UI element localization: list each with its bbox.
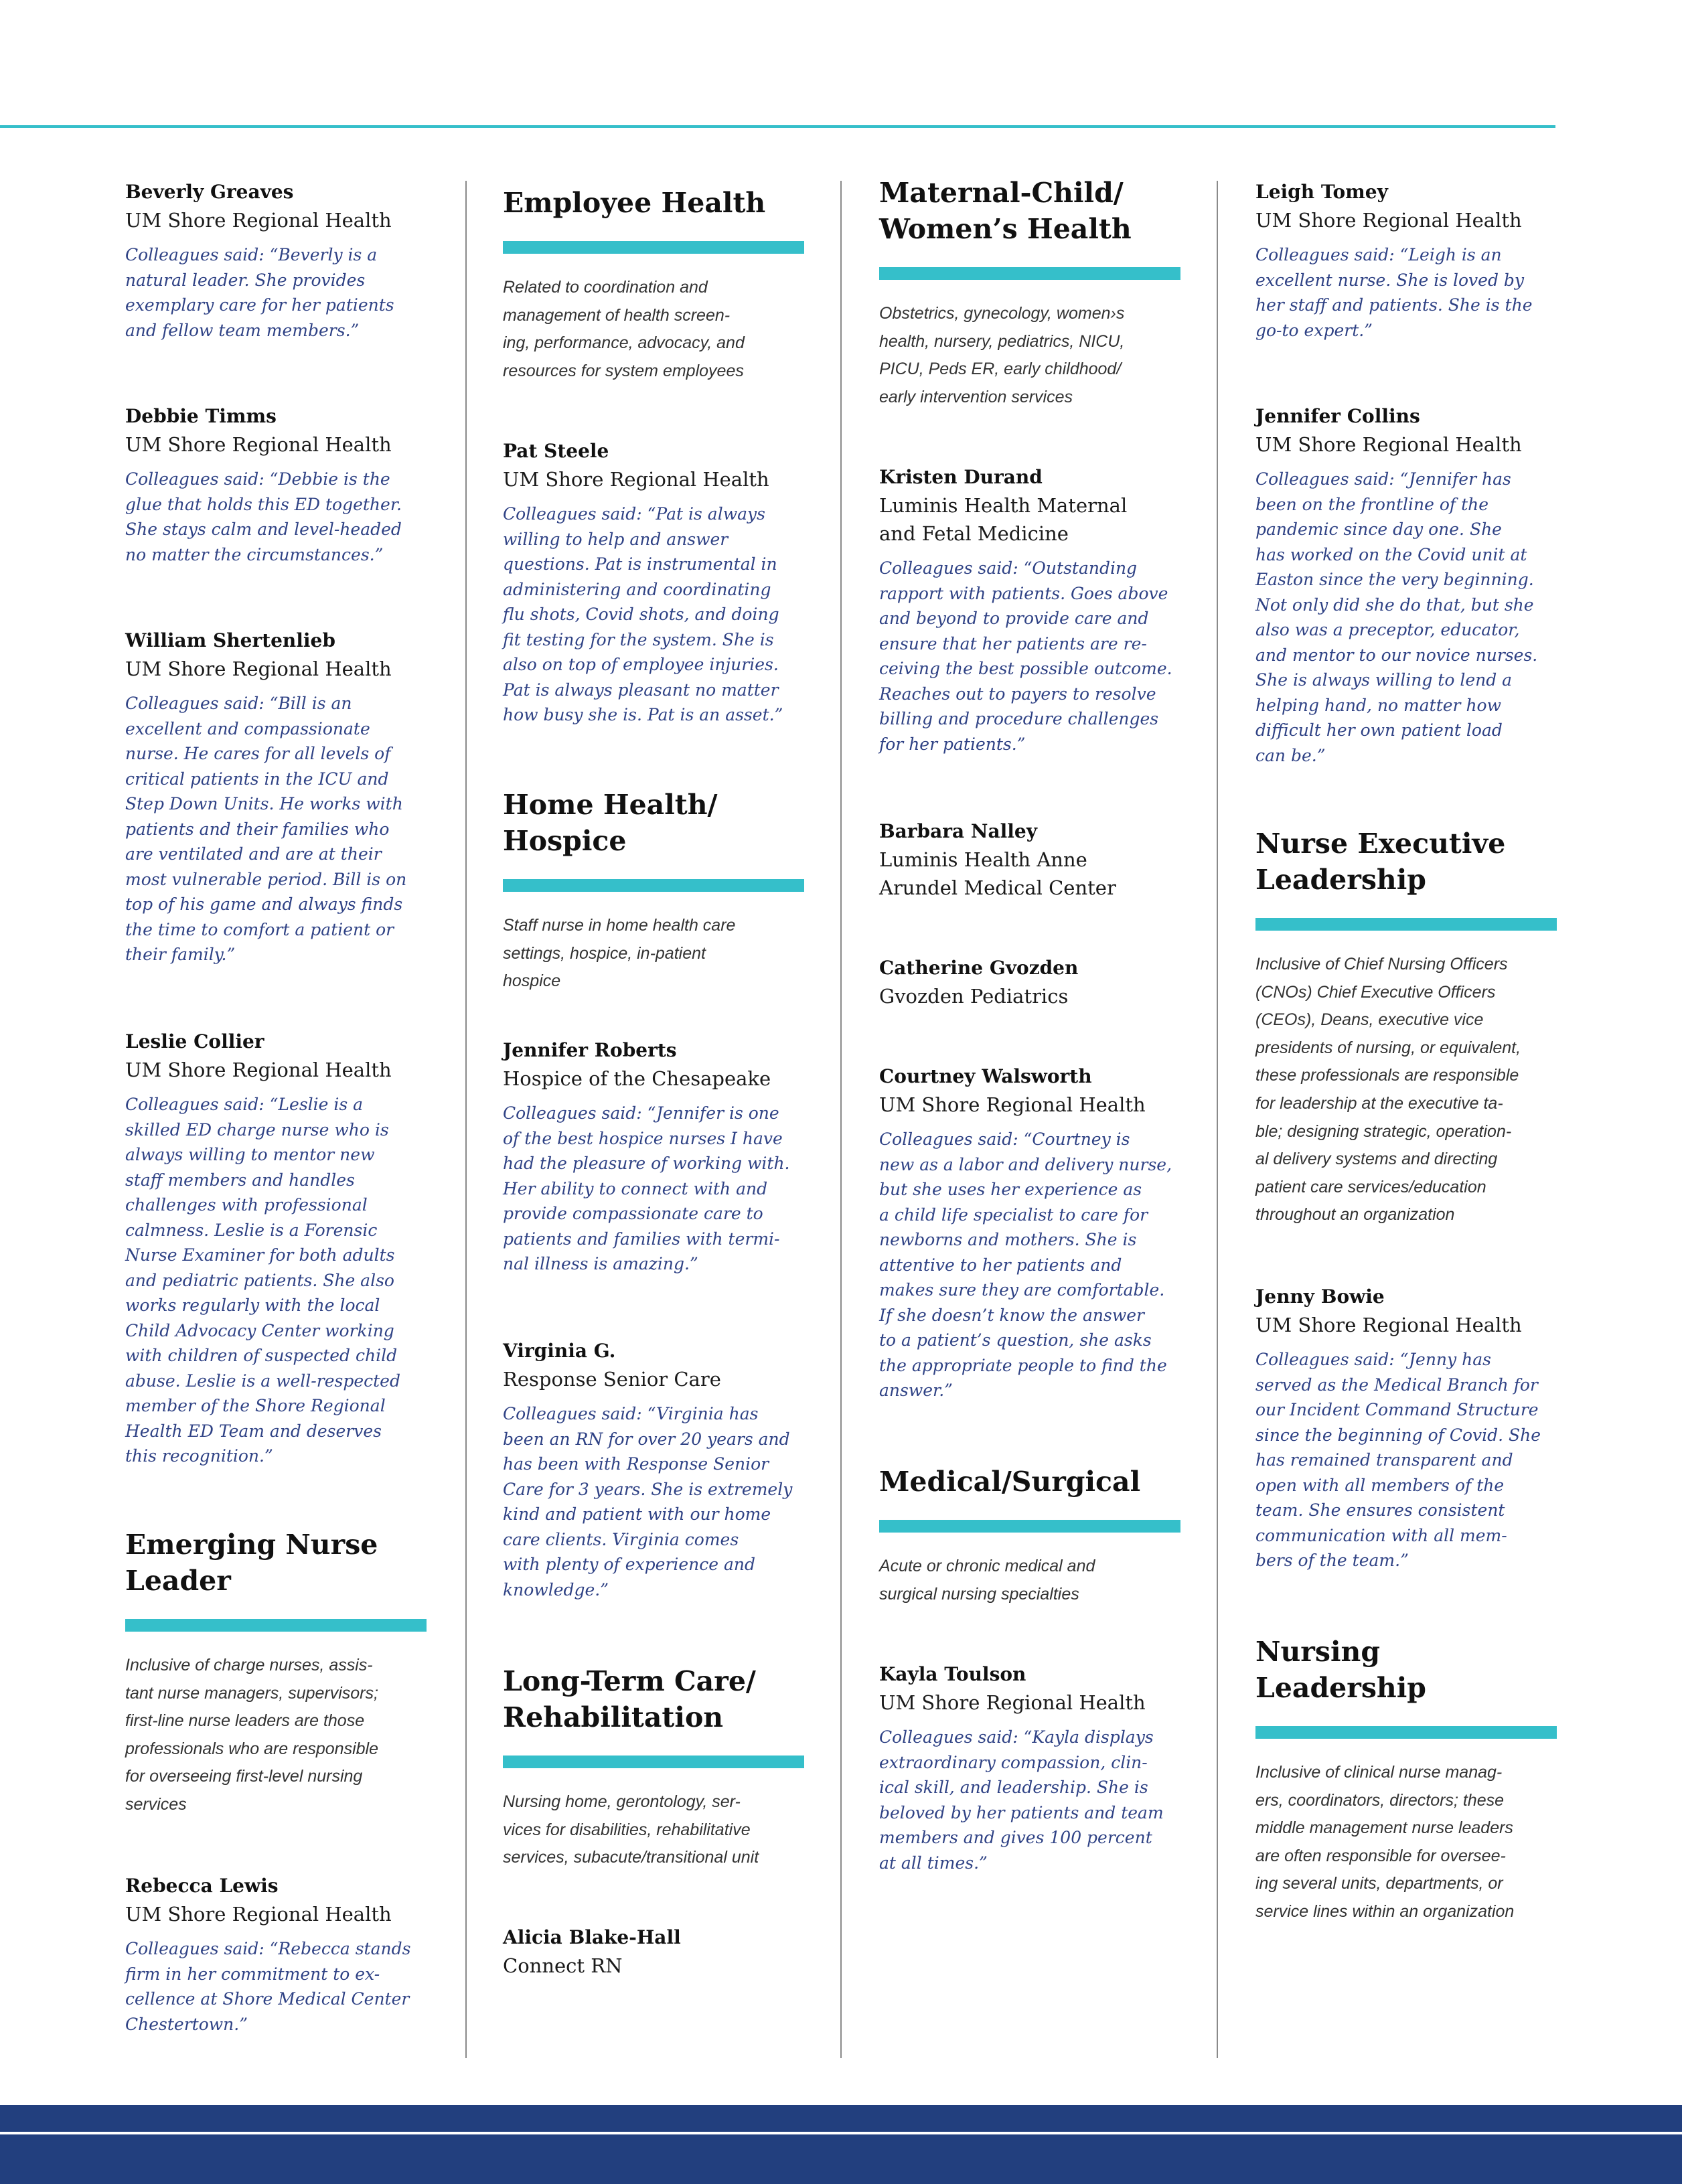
nominee-entry [879, 954, 1194, 1010]
nominee-quote: Colleagues said: “Pat is always willing to help and answer questions. Pat is instrumental in administering and coordinating flu shots, Covid shots, and doing fit testing for the system. She is also on top of employee injuries. Pat is always pleasant no matter how busy she is. Pat is an asset.” [503, 504, 783, 724]
category-heading: Employee Health [503, 187, 766, 219]
nominee-name: Pat Steele [503, 440, 609, 462]
category-heading: Home Health/ Hospice [503, 789, 718, 857]
nominee-organization: UM Shore Regional Health [1255, 433, 1522, 456]
category-accent-bar [1255, 918, 1557, 931]
category-accent-bar [879, 267, 1180, 280]
category-heading: Nurse Executive Leadership [1255, 828, 1506, 896]
column-divider [1217, 181, 1218, 2058]
nominee-name: William Shertenlieb [125, 629, 335, 651]
nominee-name: Kayla Toulson [879, 1663, 1026, 1685]
nominee-organization: UM Shore Regional Health [1255, 1314, 1522, 1336]
nominee-organization: Luminis Health Maternal and Fetal Medicine [879, 494, 1128, 545]
nominee-name: Leslie Collier [125, 1030, 264, 1052]
nominee-entry [125, 627, 440, 967]
nominee-entry [503, 1337, 818, 1602]
nominee-entry [503, 437, 818, 728]
nominee-quote: Colleagues said: “Jennifer is one of the best hospice nurses I have had the pleasure of working with. Her ability to connect with and provide compassionate care to patients and families with termi- nal illness is amazing.” [503, 1103, 790, 1273]
nominee-organization: Response Senior Care [503, 1368, 721, 1391]
nominee-name: Courtney Walsworth [879, 1065, 1092, 1087]
nominee-entry [1255, 402, 1570, 768]
nominee-name: Beverly Greaves [125, 181, 294, 203]
nominee-organization: UM Shore Regional Health [1255, 209, 1522, 232]
nominee-quote: Colleagues said: “Leigh is an excellent nurse. She is loved by her staff and patients. She is the go-to expert.” [1255, 245, 1533, 340]
nominee-quote: Colleagues said: “Rebecca stands firm in her commitment to ex- cellence at Shore Medical Center Chestertown.” [125, 1939, 411, 2034]
category-accent-bar [1255, 1726, 1557, 1739]
category-description: Nursing home, gerontology, ser- vices for disabilities, rehabilitative services, subacute/transitional unit [503, 1792, 759, 1867]
category-description: Staff nurse in home health care settings, hospice, in-patient hospice [503, 916, 736, 991]
category-accent-bar [879, 1520, 1180, 1533]
nominee-quote: Colleagues said: “Courtney is new as a labor and delivery nurse, but she uses her experience as a child life specialist to care for newborns and mothers. She is attentive to her patients and makes sure they are comfortable. If she doesn’t know the answer to a patient’s question, she asks the appropriate people to find the answer.” [879, 1129, 1172, 1400]
nominee-organization: Connect RN [503, 1954, 623, 1977]
category-description: Inclusive of clinical nurse manag- ers, coordinators, directors; these middle management nurse leaders are often responsible for oversee- ing several units, departments, or service lines within an organization [1255, 1763, 1515, 1921]
nominee-quote: Colleagues said: “Outstanding rapport with patients. Goes above and beyond to provide care and ensure that her patients are re- ceiving the best possible outcome. Reaches out to payers to resolve billing and procedure challenges for her patients.” [879, 558, 1172, 754]
nominee-entry [125, 1028, 440, 1469]
nominee-name: Alicia Blake-Hall [503, 1926, 681, 1948]
category-section [1255, 826, 1570, 1229]
nominee-entry [879, 1660, 1194, 1875]
column-divider [840, 181, 842, 2058]
category-description: Inclusive of Chief Nursing Officers (CNOs) Chief Executive Officers (CEOs), Deans, executive vice presidents of nursing, or equivalent, these professionals are responsible for leadership at the executive ta- ble; designing strategic, operation- al delivery systems and directing patient care services/education throughout an organization [1255, 955, 1521, 1225]
nominee-entry [879, 817, 1194, 902]
nominee-name: Virginia G. [503, 1340, 616, 1362]
category-section [1255, 1634, 1570, 1926]
nominee-organization: Gvozden Pediatrics [879, 985, 1069, 1008]
category-section [879, 175, 1194, 411]
category-description: Inclusive of charge nurses, assis- tant nurse managers, supervisors; first-line nurse leaders are those professionals who are responsible for overseeing first-level nursing services [125, 1656, 378, 1814]
nominee-quote: Colleagues said: “Jenny has served as the Medical Branch for our Incident Command Structure since the beginning of Covid. She has remained transparent and open with all members of the team. She ensures consistent communication with all mem- bers of the team.” [1255, 1350, 1541, 1570]
nominee-organization: UM Shore Regional Health [125, 1903, 392, 1926]
nominee-name: Jennifer Collins [1255, 405, 1420, 427]
nominee-entry [503, 1036, 818, 1277]
category-heading: Long-Term Care/ Rehabilitation [503, 1665, 756, 1733]
nominee-entry [1255, 178, 1570, 343]
category-description: Obstetrics, gynecology, women›s health, nursery, pediatrics, NICU, PICU, Peds ER, early childhood/ early intervention services [879, 304, 1125, 406]
nominee-quote: Colleagues said: “Leslie is a skilled ED charge nurse who is always willing to mentor new staff members and handles challenges with professional calmness. Leslie is a Forensic Nurse Examiner for both adults and pediatric patients. She also works regularly with the local Child Advocacy Center working with children of suspected child abuse. Leslie is a well-respected member of the Shore Regional Health ED Team and deserves this recognition.” [125, 1095, 400, 1466]
nominee-quote: Colleagues said: “Debbie is the glue that holds this ED together. She stays calm and level-headed no matter the circumstances.” [125, 469, 402, 564]
category-accent-bar [125, 1619, 427, 1632]
nominee-name: Jenny Bowie [1255, 1285, 1385, 1308]
nominee-entry [125, 178, 440, 343]
nominee-quote: Colleagues said: “Bill is an excellent and compassionate nurse. He cares for all levels of critical patients in the ICU and Step Down Units. He works with patients and their families who are ventilated and are at their most vulnerable period. Bill is on top of his game and always finds the time to comfort a patient or their family.” [125, 694, 407, 964]
nominee-name: Debbie Timms [125, 405, 277, 427]
category-heading: Medical/Surgical [879, 1466, 1141, 1498]
nominee-organization: UM Shore Regional Health [879, 1093, 1146, 1116]
category-heading: Maternal-Child/ Women’s Health [879, 177, 1132, 245]
category-section [503, 787, 818, 996]
category-description: Acute or chronic medical and surgical nursing specialties [879, 1557, 1095, 1604]
category-heading: Emerging Nurse Leader [125, 1529, 378, 1597]
nominee-name: Leigh Tomey [1255, 181, 1388, 203]
nominee-organization: UM Shore Regional Health [879, 1691, 1146, 1714]
nominee-entry [125, 402, 440, 567]
nominee-entry [503, 1924, 818, 1980]
nominee-entry [125, 1872, 440, 2037]
category-accent-bar [503, 241, 804, 254]
category-description: Related to coordination and management of health screen- ing, performance, advocacy, and resources for system employees [503, 278, 745, 380]
nominee-entry [879, 463, 1194, 757]
category-heading: Nursing Leadership [1255, 1636, 1426, 1704]
footer-rule [0, 2132, 1682, 2134]
nominee-organization: UM Shore Regional Health [125, 1059, 392, 1081]
nominee-name: Barbara Nalley [879, 820, 1038, 842]
category-section [503, 1663, 818, 1872]
nominee-name: Catherine Gvozden [879, 957, 1079, 979]
column-divider [465, 181, 467, 2058]
nominee-entry [1255, 1283, 1570, 1573]
category-accent-bar [503, 879, 804, 892]
nominee-organization: UM Shore Regional Health [125, 657, 392, 680]
nominee-quote: Colleagues said: “Virginia has been an RN for over 20 years and has been with Response Senior Care for 3 years. She is extremely kind and patient with our home care clients. Virginia comes with plenty of experience and knowledge.” [503, 1404, 793, 1600]
nominee-organization: UM Shore Regional Health [503, 468, 769, 491]
nominee-name: Jennifer Roberts [503, 1039, 677, 1061]
nominee-organization: Hospice of the Chesapeake [503, 1067, 771, 1090]
footer-band [0, 2105, 1682, 2184]
nominee-organization: UM Shore Regional Health [125, 209, 392, 232]
nominee-name: Rebecca Lewis [125, 1875, 279, 1897]
nominee-entry [879, 1063, 1194, 1403]
category-section [503, 185, 818, 385]
nominee-name: Kristen Durand [879, 466, 1043, 488]
category-section [125, 1527, 440, 1819]
category-accent-bar [503, 1756, 804, 1768]
nominee-organization: Luminis Health Anne Arundel Medical Center [879, 848, 1116, 899]
nominee-organization: UM Shore Regional Health [125, 433, 392, 456]
nominee-quote: Colleagues said: “Kayla displays extraordinary compassion, clin- ical skill, and leadership. She is beloved by her patients and team members and gives 100 percent at all times.” [879, 1727, 1164, 1873]
category-section [879, 1464, 1194, 1608]
nominee-quote: Colleagues said: “Jennifer has been on the frontline of the pandemic since day one. She has worked on the Covid unit at Easton since the very beginning. Not only did she do that, but she also was a preceptor, educator, and mentor to our novice nurses. She is always willing to lend a helping hand, no matter how difficult her own patient load can be.” [1255, 469, 1538, 765]
top-rule [0, 125, 1555, 128]
nominee-quote: Colleagues said: “Beverly is a natural leader. She provides exemplary care for her patients and fellow team members.” [125, 245, 394, 340]
